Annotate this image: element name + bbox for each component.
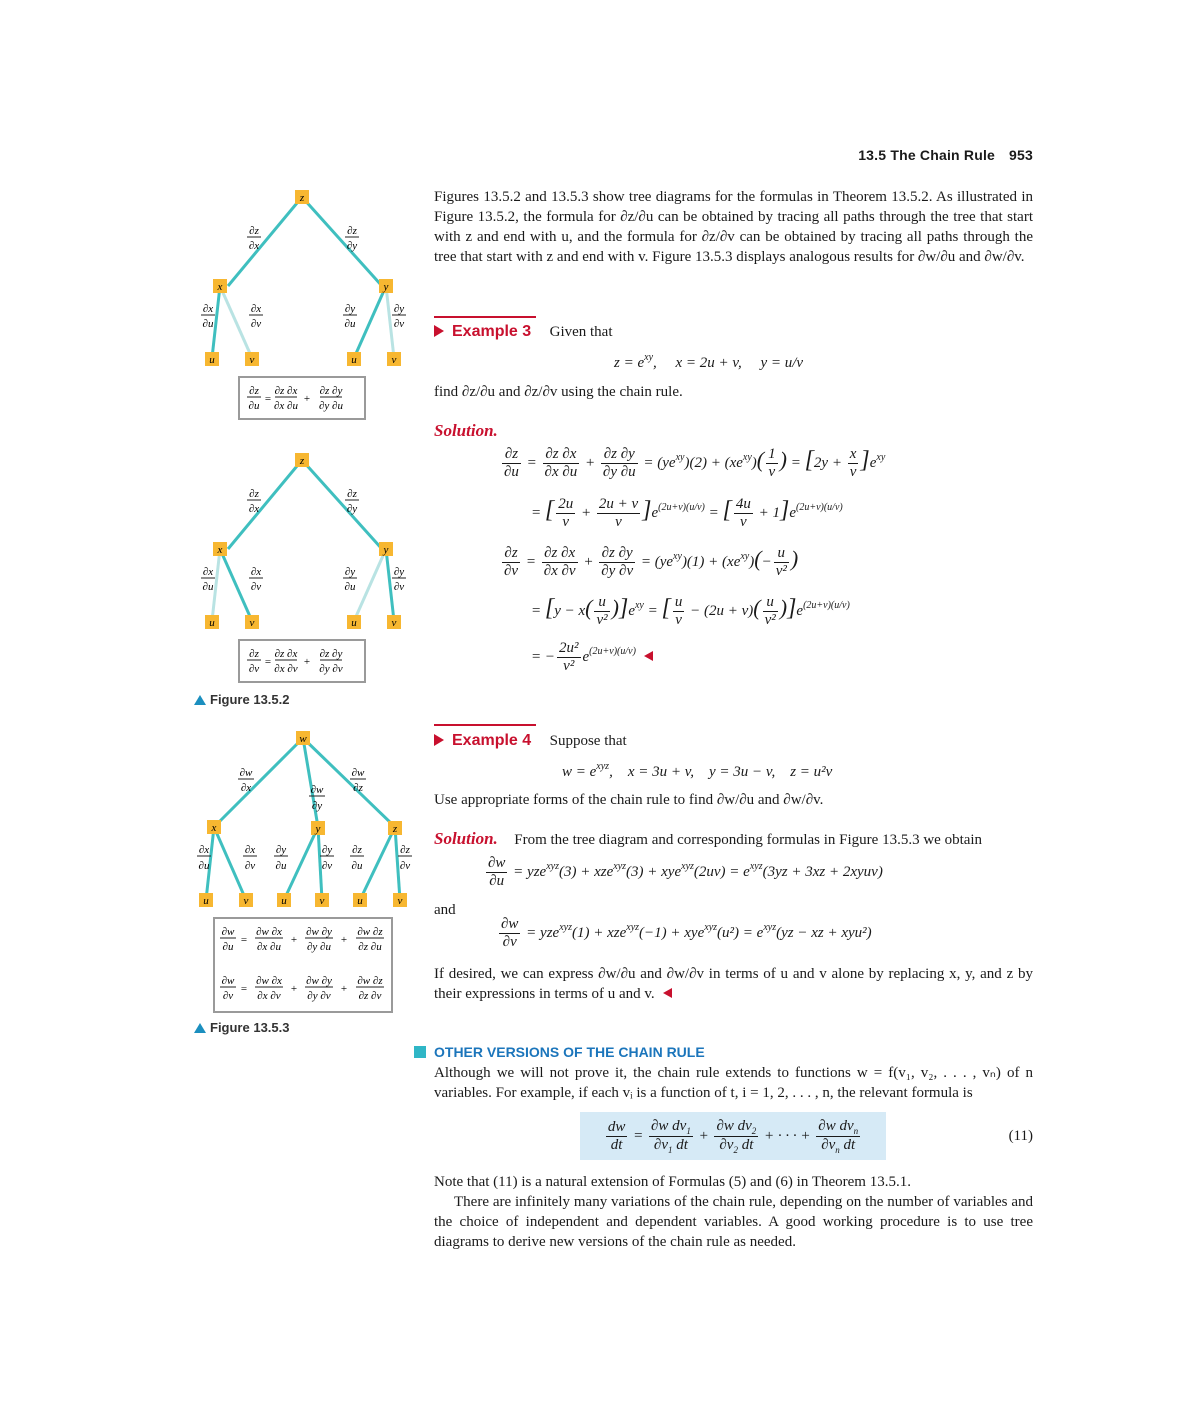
example3-line1: $\frac{\partial z}{\partial u}$ = $\frac{\partial z \partial x}{\partial x \partial u}$ + $\frac{\partial z \partial y}{\partial y \partial u}$ = $(ye^{xy})(2) + (xe^{xy})$( $\frac{1}{v}$ ) = [2y + $\frac{x}{v}$ ]$e^{xy}$ xyxy=(504,446,886,480)
svg-text:u: u xyxy=(209,354,215,366)
svg-text:=: = xyxy=(240,983,248,995)
example3-given: $z = e^{xy}$, x = 2u + v, y = u/v xyxy=(614,352,804,371)
svg-text:+: + xyxy=(340,983,348,995)
svg-text:∂z: ∂z xyxy=(249,648,259,660)
svg-text:∂x: ∂x xyxy=(244,844,256,856)
svg-text:∂w: ∂w xyxy=(310,784,324,796)
example4-closing: If desired, we can express ∂w/∂u and ∂w/∂v in terms of u and v alone by replacing x, y, and z by their expressions in terms of u and v. xyxy=(434,966,1033,1002)
svg-text:=: = xyxy=(264,393,272,405)
svg-text:∂u: ∂u xyxy=(202,318,214,330)
svg-text:v: v xyxy=(397,895,403,907)
svg-text:∂v: ∂v xyxy=(250,581,262,593)
svg-text:+: + xyxy=(303,656,311,668)
figure-13-5-3 xyxy=(190,725,430,1020)
section-final-paragraph: There are infinitely many variations of the chain rule, depending on the number of variables and the choice of independent and dependent variables. A good working procedure is to use tree diagrams to derive new versions of the chain rule as needed. xyxy=(434,1194,1033,1250)
svg-text:∂w ∂z: ∂w ∂z xyxy=(357,926,383,938)
svg-text:∂z ∂y: ∂z ∂y xyxy=(319,385,343,397)
svg-text:z: z xyxy=(299,192,305,204)
formula-11-box: $\frac{dw}{dt}$ = $\frac{\partial w dv_1}{\partial v_1 dt}$ + $\frac{\partial w dv_2}{\partial v_2 dt}$ + · · · + $\frac{\partial w dv_n}{\partial v_n dt}$ xyxy=(580,1112,886,1160)
svg-text:∂w: ∂w xyxy=(239,767,253,779)
svg-text:∂v: ∂v xyxy=(399,860,411,872)
svg-text:+: + xyxy=(303,393,311,405)
svg-text:u: u xyxy=(281,895,287,907)
svg-text:∂w: ∂w xyxy=(221,926,235,938)
svg-text:∂z: ∂z xyxy=(353,782,363,794)
example4-heading xyxy=(434,731,627,751)
svg-text:∂w ∂z: ∂w ∂z xyxy=(357,975,383,987)
page-number: 953 xyxy=(1009,147,1033,163)
caption-triangle-icon xyxy=(194,695,206,705)
svg-text:x: x xyxy=(217,281,223,293)
svg-text:∂x: ∂x xyxy=(248,240,260,252)
example3-line2: = [ $\frac{2u}{v}$ + $\frac{2u + v}{v}$ ]$e^{(2u+v)(u/v)}$ = [ $\frac{4u}{v}$ + $1]e^{(2u+v)(u/v)}$ xyxy=(531,496,843,530)
svg-text:∂w ∂x: ∂w ∂x xyxy=(256,926,282,938)
svg-text:∂x: ∂x xyxy=(248,503,260,515)
svg-text:z: z xyxy=(392,823,398,835)
svg-text:v: v xyxy=(249,617,255,629)
svg-text:w: w xyxy=(299,733,307,745)
svg-text:=: = xyxy=(240,934,248,946)
svg-text:∂y ∂v: ∂y ∂v xyxy=(307,990,331,1002)
formula-11-number: (11) xyxy=(1008,1128,1033,1144)
svg-text:∂w: ∂w xyxy=(351,767,365,779)
svg-text:∂y ∂u: ∂y ∂u xyxy=(306,941,332,953)
svg-text:∂z: ∂z xyxy=(347,225,357,237)
svg-text:∂y: ∂y xyxy=(344,566,356,578)
intro-paragraph: Figures 13.5.2 and 13.5.3 show tree diagrams for the formulas in Theorem 13.5.2. As illustrated in Figure 13.5.2, the formula for ∂z/∂u can be obtained by tracing all paths through the tree that start with z and end with u, and the formula for ∂z/∂v can be obtained by tracing all paths through the tree that start with z and end with v. Figure 13.5.3 displays analogous results for ∂w/∂u and ∂w/∂v. xyxy=(434,189,1033,265)
svg-text:∂x ∂u: ∂x ∂u xyxy=(273,400,299,412)
example3-rule xyxy=(434,316,536,318)
svg-text:v: v xyxy=(391,354,397,366)
example3-solution-label: Solution. xyxy=(434,421,498,440)
svg-text:∂v: ∂v xyxy=(248,663,260,675)
svg-text:∂y: ∂y xyxy=(393,566,405,578)
svg-text:∂y: ∂y xyxy=(346,240,358,252)
svg-text:∂z ∂v: ∂z ∂v xyxy=(358,990,382,1002)
svg-text:x: x xyxy=(211,822,217,834)
section-note: Note that (11) is a natural extension of Formulas (5) and (6) in Theorem 13.5.1. xyxy=(434,1174,911,1190)
svg-text:∂u: ∂u xyxy=(222,941,234,953)
svg-text:u: u xyxy=(357,895,363,907)
svg-text:∂z: ∂z xyxy=(400,844,410,856)
example-triangle-icon xyxy=(434,325,444,337)
end-of-example-icon xyxy=(644,651,653,661)
svg-text:+: + xyxy=(290,934,298,946)
example3-line3: $\frac{\partial z}{\partial v}$ = $\frac{\partial z \partial x}{\partial x \partial v}$ + $\frac{\partial z \partial y}{\partial y \partial v}$ = $(ye^{xy})(1) + (xe^{xy})(-$ $\frac{u}{\text{v²}}$ ) xyxy=(504,545,799,579)
svg-text:u: u xyxy=(209,617,215,629)
example3-lead: Given that xyxy=(549,324,613,340)
example4-solution-label: Solution. xyxy=(434,829,498,848)
svg-text:∂u: ∂u xyxy=(344,318,356,330)
svg-text:∂y ∂v: ∂y ∂v xyxy=(319,663,343,675)
example3-label: Example 3 xyxy=(452,323,532,340)
svg-text:∂v: ∂v xyxy=(244,860,256,872)
svg-text:u: u xyxy=(351,617,357,629)
svg-text:v: v xyxy=(243,895,249,907)
svg-text:+: + xyxy=(290,983,298,995)
example3-line4: = [y − x( $\frac{u}{\text{v²}}$ )]$e^{xy}$ = [ $\frac{u}{v}$ − (2u + v)( $\frac{u}{\text{v²}}$ )]$e^{(2u+v)(u/v)}$ xyxy=(531,594,850,628)
svg-text:∂y: ∂y xyxy=(393,303,405,315)
svg-text:∂z: ∂z xyxy=(249,385,259,397)
svg-text:∂x: ∂x xyxy=(202,303,214,315)
example3-heading xyxy=(434,322,613,342)
svg-text:∂w ∂x: ∂w ∂x xyxy=(256,975,282,987)
svg-text:y: y xyxy=(383,281,389,293)
section-title: 13.5 The Chain Rule xyxy=(858,147,996,163)
svg-text:∂v: ∂v xyxy=(321,860,333,872)
svg-text:∂z ∂y: ∂z ∂y xyxy=(319,648,343,660)
svg-text:∂v: ∂v xyxy=(250,318,262,330)
svg-text:∂v: ∂v xyxy=(222,990,234,1002)
svg-text:∂u: ∂u xyxy=(275,860,287,872)
svg-text:∂u: ∂u xyxy=(202,581,214,593)
svg-text:∂z: ∂z xyxy=(249,225,259,237)
svg-text:∂w: ∂w xyxy=(221,975,235,987)
svg-text:y: y xyxy=(383,544,389,556)
running-header xyxy=(0,147,1033,163)
svg-text:=: = xyxy=(264,656,272,668)
example4-label: Example 4 xyxy=(452,732,532,749)
svg-text:v: v xyxy=(319,895,325,907)
svg-text:v: v xyxy=(249,354,255,366)
svg-text:∂x: ∂x xyxy=(250,566,262,578)
svg-text:∂y: ∂y xyxy=(344,303,356,315)
svg-text:∂u: ∂u xyxy=(344,581,356,593)
svg-text:u: u xyxy=(351,354,357,366)
figure-caption-13-5-2: Figure 13.5.2 xyxy=(194,692,289,707)
example-triangle-icon xyxy=(434,734,444,746)
svg-text:∂y: ∂y xyxy=(346,503,358,515)
svg-text:z: z xyxy=(299,455,305,467)
example4-solution-row xyxy=(434,829,982,850)
svg-text:∂z ∂u: ∂z ∂u xyxy=(358,941,382,953)
figure-caption-13-5-3: Figure 13.5.3 xyxy=(194,1020,289,1035)
tree-dz-dv xyxy=(201,453,406,682)
svg-text:u: u xyxy=(203,895,209,907)
svg-text:∂x: ∂x xyxy=(202,566,214,578)
section-paragraph: Although we will not prove it, the chain rule extends to functions w = f(v₁, v₂, . . . , vₙ) of n variables. For example, if each vᵢ is a function of t, i = 1, 2, . . . , n, the relevant formula is xyxy=(434,1065,1033,1101)
svg-text:∂y ∂u: ∂y ∂u xyxy=(318,400,344,412)
svg-text:∂z ∂x: ∂z ∂x xyxy=(274,385,298,397)
section-square-icon xyxy=(414,1046,426,1058)
svg-text:∂y: ∂y xyxy=(321,844,333,856)
svg-text:∂x ∂u: ∂x ∂u xyxy=(256,941,282,953)
svg-text:∂z: ∂z xyxy=(352,844,362,856)
svg-text:∂u: ∂u xyxy=(198,860,210,872)
svg-text:∂x ∂v: ∂x ∂v xyxy=(257,990,281,1002)
tree-dz-du xyxy=(201,190,406,419)
example4-line2: $\frac{\partial w}{\partial v}$ = $yze^{xyz}(1) + xze^{xyz}(-1) + xye^{xyz}(u^2) = e^{xyz}(yz$ − xz + xyu²) xyxy=(501,916,872,950)
example3-line5: = − $\frac{\text{2u²}}{\text{v²}}$ $e^{(2u+v)(u/v)}$ xyxy=(531,640,653,675)
svg-text:∂z: ∂z xyxy=(347,488,357,500)
section-title: OTHER VERSIONS OF THE CHAIN RULE xyxy=(434,1044,705,1060)
svg-text:∂w ∂y: ∂w ∂y xyxy=(306,975,332,987)
example3-task: find ∂z/∂u and ∂z/∂v using the chain rule. xyxy=(434,384,683,400)
svg-text:x: x xyxy=(217,544,223,556)
svg-text:y: y xyxy=(315,823,321,835)
svg-text:∂v: ∂v xyxy=(393,581,405,593)
svg-text:∂z: ∂z xyxy=(249,488,259,500)
svg-text:∂u: ∂u xyxy=(351,860,363,872)
example4-given: $w = e^{xyz}$, x = 3u + v, y = 3u − v, z = u²v xyxy=(562,761,833,780)
svg-text:∂y: ∂y xyxy=(311,800,323,812)
svg-text:∂x ∂v: ∂x ∂v xyxy=(274,663,298,675)
svg-text:∂x: ∂x xyxy=(198,844,210,856)
svg-text:∂w ∂y: ∂w ∂y xyxy=(306,926,332,938)
example4-solution-lead: From the tree diagram and corresponding formulas in Figure 13.5.3 we obtain xyxy=(514,832,983,848)
svg-text:∂v: ∂v xyxy=(393,318,405,330)
example4-and: and xyxy=(434,902,456,918)
example4-lead: Suppose that xyxy=(549,733,627,749)
end-of-example-icon xyxy=(663,988,672,998)
svg-text:∂x: ∂x xyxy=(240,782,252,794)
figure-13-5-2 xyxy=(190,180,430,710)
svg-text:∂u: ∂u xyxy=(248,400,260,412)
example4-task: Use appropriate forms of the chain rule to find ∂w/∂u and ∂w/∂v. xyxy=(434,792,824,808)
svg-text:∂x: ∂x xyxy=(250,303,262,315)
caption-triangle-icon xyxy=(194,1023,206,1033)
svg-text:+: + xyxy=(340,934,348,946)
svg-text:∂z ∂x: ∂z ∂x xyxy=(274,648,298,660)
formula-box-dz-du xyxy=(239,377,365,419)
svg-text:∂y: ∂y xyxy=(275,844,287,856)
example4-line1: $\frac{\partial w}{\partial u}$ = $yze^{xyz}(3) + xze^{xyz}(3) + xye^{xyz}(2uv) = e^{xyz}(3yz + 3xz$ + 2xyuv) xyxy=(488,855,883,889)
example4-rule xyxy=(434,724,536,726)
svg-text:v: v xyxy=(391,617,397,629)
